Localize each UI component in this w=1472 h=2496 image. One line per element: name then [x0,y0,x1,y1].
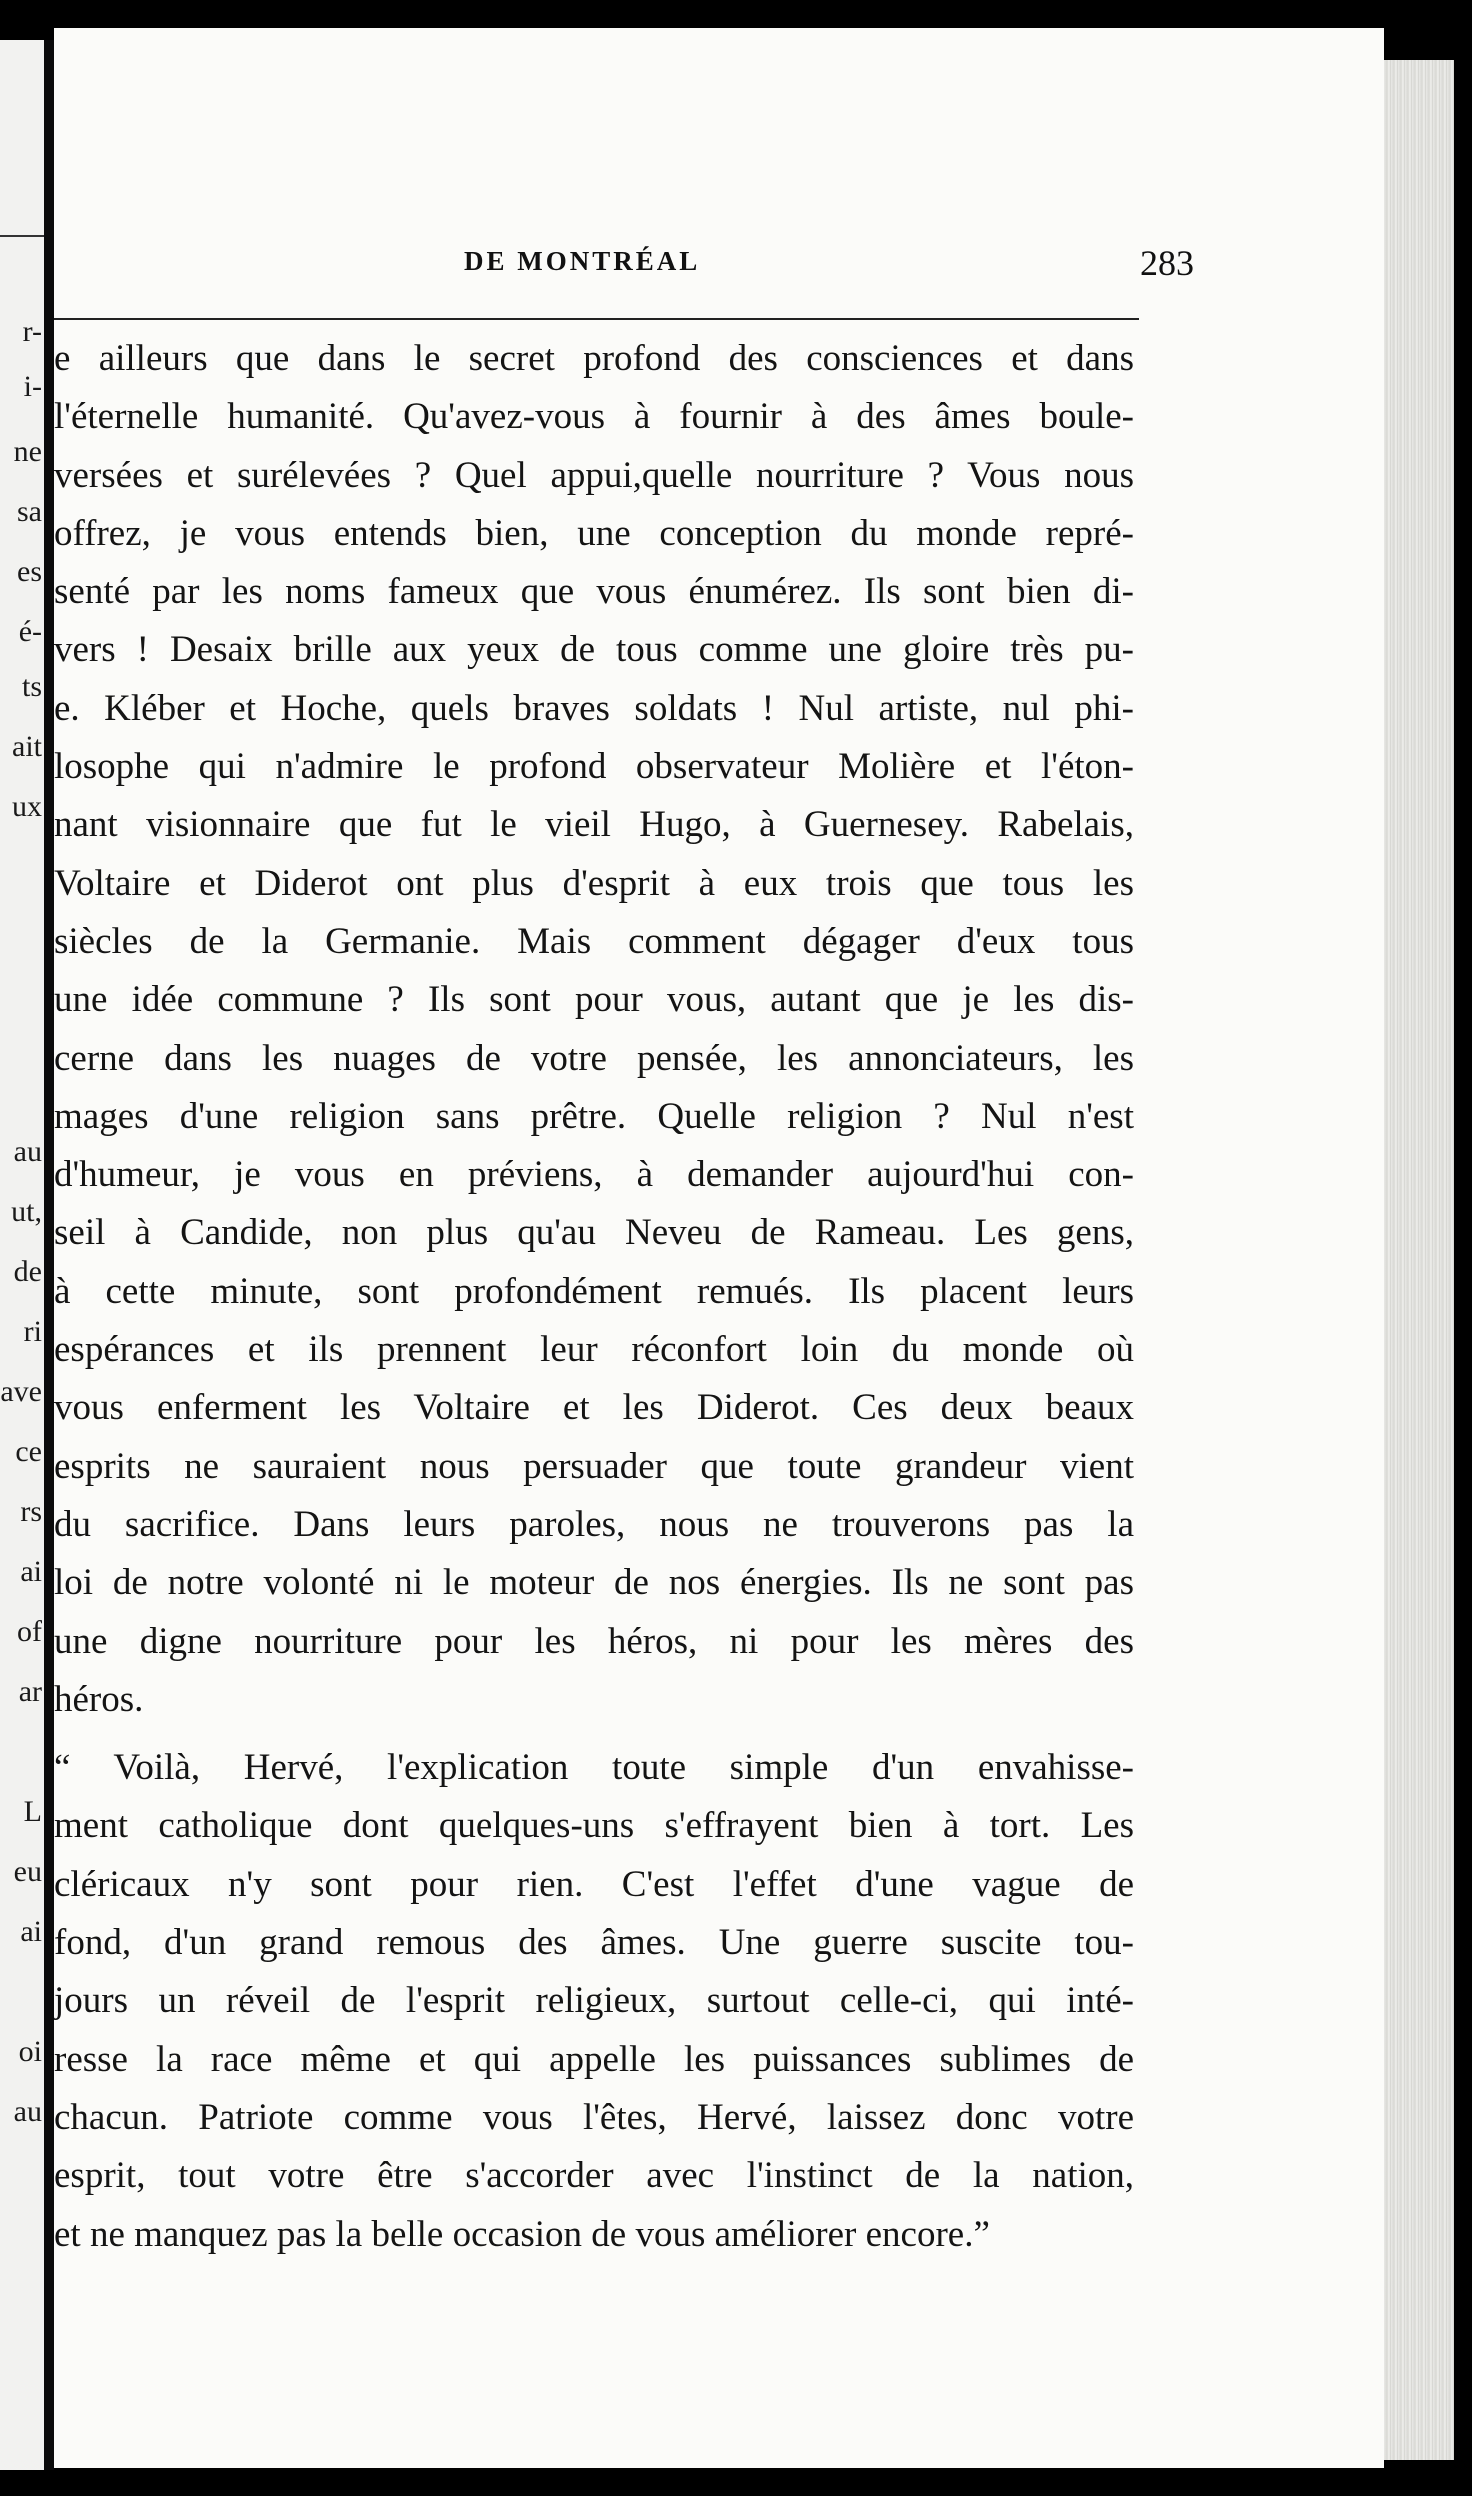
adjacent-fragment: ai [20,1915,42,1948]
text-line: esprit, tout votre être s'accorder avec l'instinct de la nation, [54,2155,1134,2197]
text-line: “ Voilà, Hervé, l'explication toute simple d'un envahisse- [54,1747,1134,1789]
adjacent-fragment: ave [0,1375,42,1408]
text-line: une digne nourriture pour les héros, ni pour les mères des [54,1620,1134,1662]
text-line: d'humeur, je vous en préviens, à demander aujourd'hui con- [54,1154,1134,1196]
text-line: ment catholique dont quelques-uns s'effrayent bien à tort. Les [54,1805,1134,1847]
text-line: senté par les noms fameux que vous énumérez. Ils sont bien di- [54,571,1134,613]
text-line: resse la race même et qui appelle les puissances sublimes de [54,2038,1134,2080]
text-line: losophe qui n'admire le profond observateur Molière et l'éton- [54,746,1134,788]
adjacent-fragment: L [23,1795,42,1828]
adjacent-fragment: ait [12,730,42,763]
text-line: l'éternelle humanité. Qu'avez-vous à fournir à des âmes boule- [54,396,1134,438]
text-line: nant visionnaire que fut le vieil Hugo, à Guernesey. Rabelais, [54,804,1134,846]
adjacent-fragment: oi [18,2035,42,2068]
adjacent-fragment: ut, [11,1195,42,1228]
body-text [54,330,1134,2264]
adjacent-fragment: of [17,1615,42,1648]
text-line: à cette minute, sont profondément remués. Ils placent leurs [54,1270,1134,1312]
text-line: du sacrifice. Dans leurs paroles, nous ne trouverons pas la [54,1503,1134,1545]
text-line: siècles de la Germanie. Mais comment dégager d'eux tous [54,920,1134,962]
adjacent-fragment: i- [23,370,42,403]
text-line: cléricaux n'y sont pour rien. C'est l'effet d'une vague de [54,1863,1134,1905]
adjacent-fragment: es [17,555,42,588]
text-line: héros. [54,1678,144,1720]
text-line: chacun. Patriote comme vous l'êtes, Hervé, laissez donc votre [54,2096,1134,2138]
text-line: Voltaire et Diderot ont plus d'esprit à eux trois que tous les [54,862,1134,904]
header-rule [54,318,1139,320]
adjacent-fragment: ux [12,790,42,823]
text-line: versées et surélevées ? Quel appui,quelle nourriture ? Vous nous [54,454,1134,496]
adjacent-page-sliver [0,40,44,2470]
adjacent-fragment: ce [15,1435,42,1468]
text-line: cerne dans les nuages de votre pensée, les annonciateurs, les [54,1037,1134,1079]
text-line: espérances et ils prennent leur réconfort loin du monde où [54,1329,1134,1371]
text-line: mages d'une religion sans prêtre. Quelle religion ? Nul n'est [54,1095,1134,1137]
text-line: loi de notre volonté ni le moteur de nos énergies. Ils ne sont pas [54,1562,1134,1604]
text-line: offrez, je vous entends bien, une conception du monde repré- [54,512,1134,554]
text-line: e. Kléber et Hoche, quels braves soldats ! Nul artiste, nul phi- [54,687,1134,729]
book-gutter [44,40,54,2470]
adjacent-fragment: au [13,2095,42,2128]
adjacent-fragment: ne [13,435,42,468]
adjacent-fragment: ts [21,670,42,703]
adjacent-fragment: ai [20,1555,42,1588]
adjacent-fragment: ar [18,1675,42,1708]
page-block-edge [1384,60,1454,2460]
paragraph-gap [54,1729,1134,1739]
text-line: vers ! Desaix brille aux yeux de tous comme une gloire très pu- [54,629,1134,671]
adjacent-fragment: eu [13,1855,42,1888]
page-header [54,238,1194,298]
running-title: DE MONTRÉAL [464,246,701,276]
text-line: esprits ne sauraient nous persuader que toute grandeur vient [54,1445,1134,1487]
adjacent-fragment: r- [22,315,42,348]
text-line: une idée commune ? Ils sont pour vous, autant que je les dis- [54,979,1134,1021]
text-line: e ailleurs que dans le secret profond des consciences et dans [54,338,1134,379]
adjacent-fragment: au [13,1135,42,1168]
book-page [54,28,1384,2468]
text-line: vous enferment les Voltaire et les Diderot. Ces deux beaux [54,1387,1134,1429]
adjacent-fragment: é- [18,615,42,648]
adjacent-fragment: sa [17,495,42,528]
text-line: jours un réveil de l'esprit religieux, surtout celle-ci, qui inté- [54,1980,1134,2022]
adjacent-fragment: ri [23,1315,42,1348]
text-line: seil à Candide, non plus qu'au Neveu de Rameau. Les gens, [54,1212,1134,1254]
adjacent-fragment: rs [20,1495,42,1528]
adjacent-fragment: de [13,1255,42,1288]
text-line: fond, d'un grand remous des âmes. Une guerre suscite tou- [54,1922,1134,1964]
paragraph [54,330,1134,1729]
adjacent-page-rule [0,235,44,237]
paragraph [54,1739,1134,2264]
text-line: et ne manquez pas la belle occasion de vous améliorer encore.” [54,2213,990,2255]
page-number: 283 [1140,243,1194,283]
